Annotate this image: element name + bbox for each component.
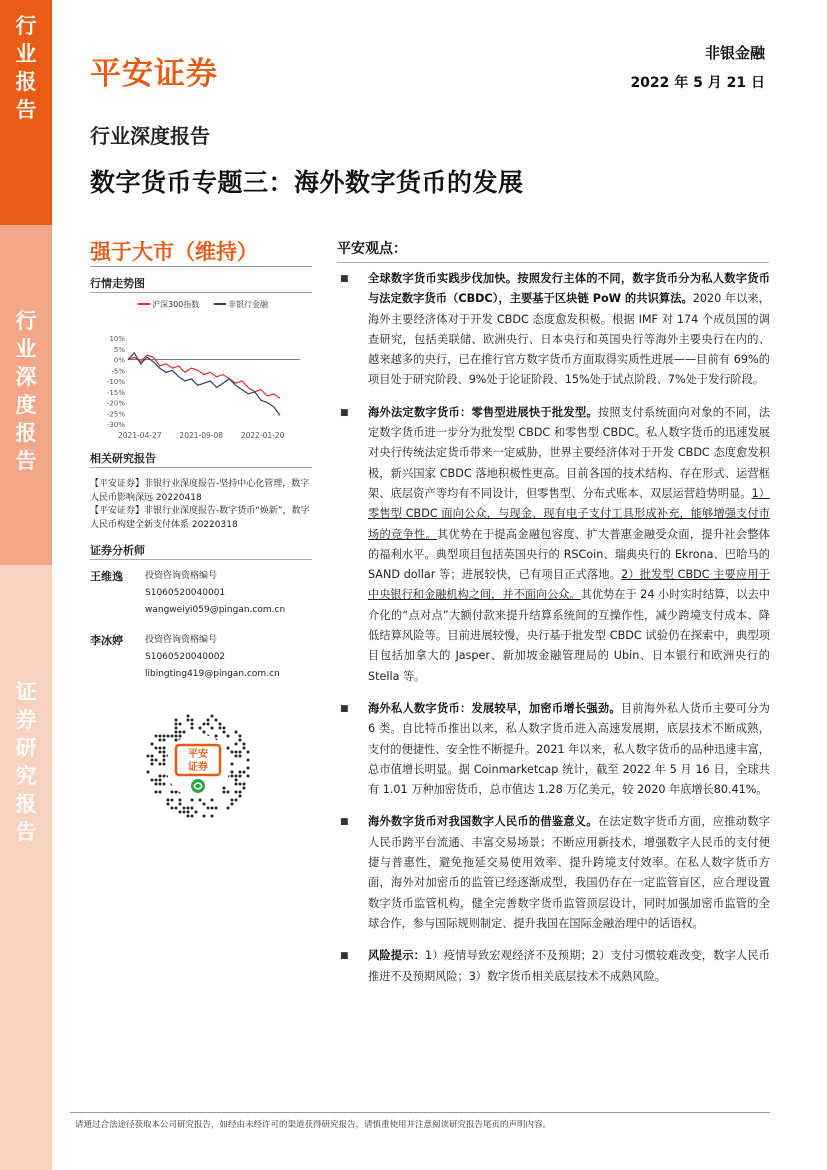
y-tick-label: -25% — [106, 410, 125, 419]
side-tab-securities-research — [0, 565, 52, 1170]
chart-legend — [138, 299, 269, 309]
viewpoint-body: 按照支付系统面向对象的不同，法定数字货币进一步分为批发型 CBDC 和零售型 CBDC。私人数字货币的迅速发展对央行传统法定货币带来一定威胁，世界主要经济体对于开发 CBDC 态度愈发积极，新兴国家 CBDC 落地积极性更高。目前各国的技术结构、存在形式、运营框架、底层资产等均有不同设计，但零售型、分布式账本、双层运营趋势明显。 — [368, 405, 770, 500]
viewpoint-body: 在法定数字货币方面，应推动数字人民币跨平台流通、丰富交易场景；不断应用新技术，增强数字人民币的支付便捷与普惠性，避免拖延交易使用效率、提升跨境支付效率。在私人数字货币方面，海外对加密币的监管已经逐渐成型，我国仍存在一定监管盲区，应合理设置数字货币监管机构，健全完善数字货币监管顶层设计，同时加强加密币监管的全球合作，参与国际规则制定、提升我国在国际金融治理中的话语权。 — [368, 815, 770, 930]
viewpoint-list — [340, 269, 770, 999]
side-tab-label: 行业深度报告 — [15, 309, 37, 473]
viewpoint-head: 海外数字货币对我国数字人民币的借鉴意义。 — [368, 815, 598, 829]
y-tick-label: -5% — [111, 367, 125, 376]
viewpoint-item — [340, 403, 770, 687]
viewpoint-heading: 平安观点： — [337, 241, 407, 257]
qr-label: 平安 — [188, 749, 208, 760]
viewpoint-item — [340, 269, 770, 391]
related-report-item[interactable]: 【平安证券】非银行业深度报告-数字货币“焕新”，数字人民币构建全新支付体系 20220318 — [90, 506, 310, 530]
analyst-license-label: 投资咨询资格编号 — [145, 635, 218, 645]
y-tick-label: -20% — [106, 399, 125, 408]
analyst-card — [90, 632, 315, 692]
related-heading: 相关研究报告 — [90, 452, 156, 465]
viewpoint-body: 其优势在于提高金融包容度、扩大普惠金融受众面，提升社会整体的福利水平。典型项目包括英国央行的 RSCoin、瑞典央行的 Ekrona、巴哈马的 SAND dollar 等；进展较快，已有项目正式落地。 — [368, 527, 770, 582]
divider — [70, 1112, 770, 1113]
rating: 强于大市（维持） — [90, 240, 258, 264]
analyst-name: 李冰婷 — [90, 634, 123, 647]
viewpoint-body: 目前海外私人货币主要可分为 6 类。自比特币推出以来，私人数字货币进入高速发展期，底层技术不断成熟，支付的便捷性、安全性不断提升。2021 年以来，私人数字货币的品种迅速丰富，总市值增长明显。据 Coinmarketcap 统计，截至 2022 年 5 月 16 日，全球共有 1.01 万种加密货币，总市值达 1.28 万亿美元，较 2020 年底增长80.41%。 — [368, 701, 770, 797]
viewpoint-item — [340, 946, 770, 987]
y-tick-label: 10% — [109, 335, 125, 343]
side-tab-industry-report — [0, 0, 52, 225]
analyst-license-id: S1060520040001 — [145, 588, 226, 598]
viewpoint-underline: 1）零售型 CBDC 面向公众，与现金、现有电子支付工具形成补充，能够增强支付市场的竞争性。 — [368, 486, 770, 541]
footer-disclaimer: 请通过合法途径获取本公司研究报告，如经由未经许可的渠道获得研究报告，请慎重使用并注意阅读研究报告尾页的声明内容。 — [75, 1120, 552, 1130]
series-line-nonbank — [128, 353, 280, 415]
divider — [90, 467, 312, 468]
y-tick-label: -10% — [106, 378, 125, 386]
y-tick-label: -30% — [106, 421, 125, 429]
viewpoint-body: 1）疫情导致宏观经济不及预期；2）支付习惯较难改变，数字人民币推进不及预期风险；3）数字货币相关底层技术不成熟风险。 — [368, 949, 770, 983]
x-tick-label: 2021-04-27 — [118, 431, 162, 440]
analyst-email[interactable]: libingting419@pingan.com.cn — [145, 669, 280, 679]
logo-text: 平安证券 — [90, 56, 218, 92]
y-tick-label: 0% — [113, 356, 125, 365]
x-tick-label: 2022-01-20 — [240, 431, 285, 440]
viewpoint-item — [340, 812, 770, 934]
series-line-csi300 — [128, 355, 280, 398]
side-tab-label: 行业报告 — [15, 14, 37, 122]
trend-chart — [96, 292, 308, 442]
divider — [337, 262, 769, 263]
viewpoint-head: 海外法定数字货币：零售型进展快于批发型。 — [368, 405, 598, 419]
x-tick-label: 2021-09-08 — [179, 431, 224, 440]
related-report-item[interactable]: 【平安证券】非银行业深度报告-坚持中心化管理，数字人民币影响深远 20220418 — [90, 479, 310, 503]
report-date: 2022 年 5 月 21 日 — [630, 75, 765, 91]
side-tab-deep-report — [0, 225, 52, 565]
sector-label: 非银金融 — [704, 44, 765, 62]
report-type: 行业深度报告 — [90, 124, 210, 148]
y-tick-label: -15% — [106, 388, 125, 397]
viewpoint-item — [340, 699, 770, 800]
viewpoint-body: 2020 年以来，海外主要经济体对于开发 CBDC 态度愈发积极。根据 IMF 对 174 个成员国的调查研究，包括美联储、欧洲央行、日本央行和英国央行等海外主要央行在内的、越来越多的央行，已在推行官方数字货币方面取得实质性进展——目前有 69%的项目处于研究阶段、9%处于论证阶段、15%处于试点阶段、7%处于发行阶段。 — [368, 292, 770, 387]
y-tick-label: 5% — [113, 345, 125, 354]
side-tab-label: 证券研究报告 — [15, 680, 37, 844]
viewpoint-head: 海外私人数字货币：发展较早，加密币增长强劲。 — [368, 701, 621, 715]
viewpoint-body: 其优势在于 24 小时实时结算，以去中介化的“点对点”大额付款来提升结算系统间的互操作性，减少跨境支付成本、降低结算风险等。目前进展较慢，央行基于批发型 CBDC 试验仍在探索中，典型项目包括加拿大的 Jasper、新加坡金融管理局的 Ubin、日本银行和欧洲央行的 Stella 等。 — [368, 588, 770, 683]
analyst-license-id: S1060520040002 — [145, 652, 226, 662]
analyst-name: 王维逸 — [90, 570, 123, 583]
analyst-email[interactable]: wangweiyi059@pingan.com.cn — [145, 605, 286, 615]
divider — [90, 559, 312, 560]
trend-heading: 行情走势图 — [90, 277, 145, 290]
analyst-card — [90, 568, 315, 628]
related-reports — [90, 478, 312, 532]
legend-label-nonbank: 非银行金融 — [228, 300, 268, 309]
svg-text:证券: 证券 — [188, 762, 208, 773]
analysts-heading: 证券分析师 — [90, 544, 145, 557]
viewpoint-underline: 2）批发型 CBDC 主要应用于中央银行和金融机构之间，并不面向公众。 — [368, 568, 770, 602]
company-logo — [90, 48, 218, 93]
viewpoint-head: 全球数字货币实践步伐加快。按照发行主体的不同，数字货币分为私人数字货币与法定数字货币（CBDC），主要基于区块链 PoW 的共识算法。 — [368, 272, 770, 306]
divider — [90, 266, 312, 267]
legend-label-csi300: 沪深300指数 — [152, 300, 200, 309]
viewpoint-head: 风险提示： — [368, 949, 426, 963]
analyst-license-label: 投资咨询资格编号 — [145, 571, 218, 581]
qr-code-icon[interactable] — [144, 712, 252, 820]
page-title: 数字货币专题三：海外数字货币的发展 — [90, 168, 524, 197]
